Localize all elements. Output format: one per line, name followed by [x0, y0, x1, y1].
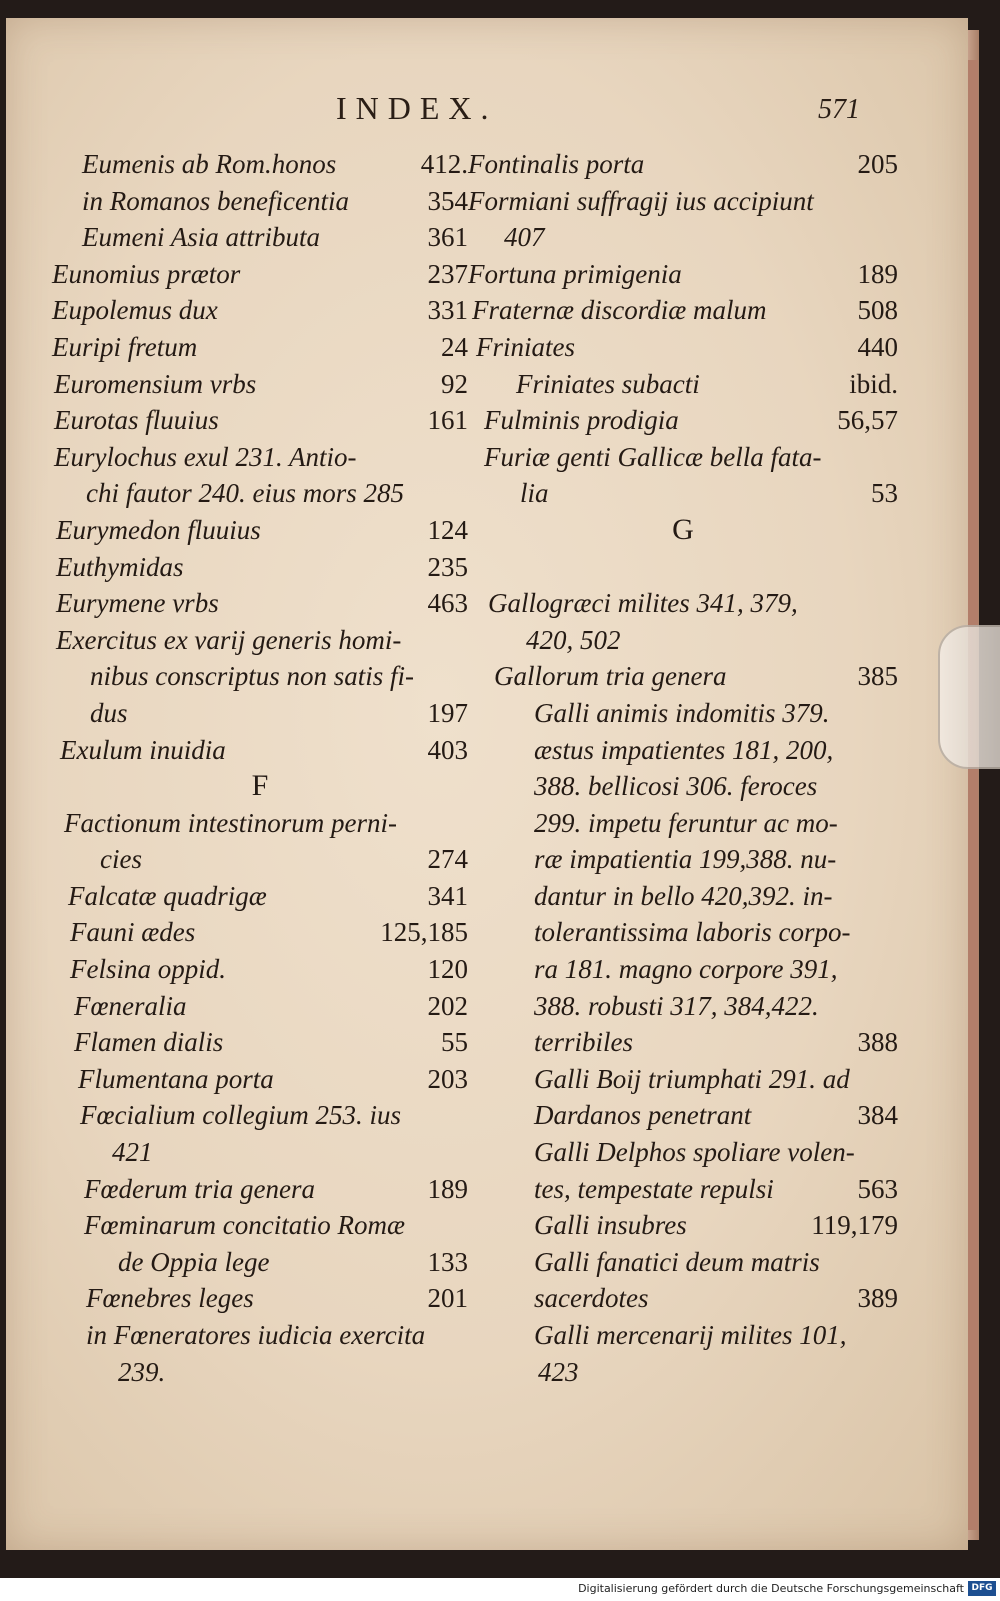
entry-text: Galli Delphos spoliare volen-: [534, 1137, 855, 1168]
entry-text: 421: [112, 1137, 153, 1168]
entry-text: Dardanos penetrant: [534, 1100, 752, 1131]
index-entry: [52, 475, 468, 512]
entry-page-ref: 133: [427, 1246, 468, 1277]
index-entry: [468, 219, 898, 256]
entry-text: Fœneralia: [74, 990, 187, 1021]
index-column-right: [468, 146, 898, 1390]
entry-text: Galli animis indomitis 379.: [534, 697, 830, 728]
index-entry: [468, 585, 898, 622]
entry-page-ref: 189: [427, 1173, 468, 1204]
entry-text: Friniates subacti: [516, 368, 700, 399]
index-entry: [468, 146, 898, 183]
entry-text: in Fœneratores iudicia exercita: [86, 1320, 426, 1350]
entry-text: Falcatæ quadrigæ: [68, 880, 267, 911]
entry-text: Gallogræci milites 341, 379,: [488, 588, 798, 619]
index-entry: [468, 841, 898, 878]
entry-text: tes, tempestate repulsi: [534, 1173, 774, 1204]
index-entry: [52, 1207, 468, 1244]
entry-text: terribiles: [534, 1027, 633, 1058]
section-letter: G: [672, 512, 694, 546]
entry-text: Eurymedon fluuius: [56, 514, 261, 545]
entry-text: 388. robusti 317, 384,422.: [534, 990, 819, 1021]
index-entry: [468, 1024, 898, 1061]
footer-bar: [0, 1578, 1000, 1601]
entry-text: ræ impatientia 199,388. nu-: [534, 844, 837, 875]
entry-page-ref: 389: [857, 1283, 898, 1314]
entry-text: Fontinalis porta: [468, 149, 645, 179]
funding-credit: Digitalisierung gefördert durch die Deutsche Forschungsgemeinschaft: [578, 1582, 964, 1595]
entry-page-ref: 361: [427, 222, 468, 253]
index-entry: [468, 1280, 898, 1317]
entry-text: Friniates: [476, 331, 575, 362]
dfg-logo: DFG: [968, 1581, 996, 1596]
section-letter: F: [251, 769, 269, 803]
entry-text: sacerdotes: [534, 1283, 649, 1314]
index-column-left: [52, 146, 468, 1390]
entry-text: Eumenis ab Rom.honos: [82, 149, 337, 179]
entry-page-ref: 119,179: [811, 1210, 898, 1241]
entry-page-ref: 202: [427, 990, 468, 1021]
index-entry: [52, 1244, 468, 1281]
entry-text: Eurylochus exul 231. Antio-: [54, 441, 357, 472]
entry-text: Euthymidas: [56, 551, 184, 582]
entry-page-ref: 56,57: [837, 405, 898, 436]
entry-text: Formiani suffragij ius accipiunt: [468, 185, 814, 216]
entry-text: æstus impatientes 181, 200,: [534, 734, 834, 765]
page-edge-strip: [968, 60, 978, 1530]
index-entry: [468, 475, 898, 512]
index-entry: [468, 366, 898, 403]
entry-text: Euromensium vrbs: [54, 368, 257, 399]
folio-number: 571: [818, 94, 860, 125]
entry-text: Eurotas fluuius: [54, 405, 219, 436]
entry-text: Fœnebres leges: [86, 1283, 254, 1314]
entry-text: Flumentana porta: [78, 1063, 274, 1094]
entry-text: Exulum inuidia: [60, 734, 226, 765]
entry-text: Fœcialium collegium 253. ius: [80, 1100, 401, 1131]
index-entry: [468, 988, 898, 1025]
index-entry: [468, 1244, 898, 1281]
index-entry: [52, 292, 468, 329]
index-entry: [52, 512, 468, 549]
entry-page-ref: 120: [427, 954, 468, 985]
index-entry: [52, 1171, 468, 1208]
index-entry: [468, 402, 898, 439]
index-entry: [52, 402, 468, 439]
index-entry: [52, 695, 468, 732]
index-entry: [468, 1354, 898, 1391]
entry-text: tolerantissima laboris corpo-: [534, 917, 851, 948]
index-entry: [468, 732, 898, 769]
index-entry: [52, 1134, 468, 1171]
entry-page-ref: 440: [857, 331, 898, 362]
index-entry: [468, 329, 898, 366]
index-entry: [52, 329, 468, 366]
entry-text: Fortuna primigenia: [468, 258, 682, 289]
entry-text: Fœminarum concitatio Romæ: [84, 1210, 405, 1241]
index-entry: [52, 1317, 468, 1354]
index-entry: [52, 732, 468, 769]
entry-text: 299. impetu feruntur ac mo-: [534, 807, 838, 838]
index-entry: [52, 549, 468, 586]
entry-text: Euripi fretum: [52, 331, 198, 362]
entry-page-ref: 201: [427, 1283, 468, 1314]
index-entry: [468, 292, 898, 329]
index-entry: [52, 988, 468, 1025]
entry-text: Eupolemus dux: [52, 295, 218, 326]
index-entry: [468, 549, 898, 586]
index-entry: [468, 768, 898, 805]
index-entry: [468, 1061, 898, 1098]
entry-text: nibus conscriptus non satis fi-: [90, 661, 415, 692]
index-entry: [468, 256, 898, 293]
entry-page-ref: 24: [441, 331, 468, 362]
entry-page-ref: 508: [857, 295, 898, 326]
index-entry: [52, 439, 468, 476]
index-entry: [468, 878, 898, 915]
entry-text: Fauni ædes: [70, 917, 196, 948]
entry-text: 388. bellicosi 306. feroces: [534, 771, 818, 802]
index-entry: [52, 219, 468, 256]
entry-page-ref: 412.: [420, 149, 468, 179]
entry-text: 423: [538, 1356, 579, 1387]
entry-text: dantur in bello 420,392. in-: [534, 880, 833, 911]
entry-text: Galli Boij triumphati 291. ad: [534, 1063, 850, 1094]
index-entry: [468, 1134, 898, 1171]
entry-page-ref: ibid.: [849, 368, 898, 399]
entry-page-ref: 205: [857, 149, 898, 179]
entry-text: 420, 502: [526, 624, 621, 655]
entry-text: Eunomius prætor: [52, 258, 241, 289]
index-entry: [52, 914, 468, 951]
entry-text: chi fautor 240. eius mors 285: [86, 478, 405, 509]
index-entry: [52, 658, 468, 695]
index-entry: [52, 622, 468, 659]
index-entry: [52, 146, 468, 183]
page-clip: [938, 625, 1000, 769]
entry-text: Galli fanatici deum matris: [534, 1246, 820, 1277]
entry-text: Galli mercenarij milites 101,: [534, 1320, 847, 1350]
entry-page-ref: 385: [857, 661, 898, 692]
entry-text: Eumeni Asia attributa: [82, 222, 321, 253]
entry-text: lia: [520, 478, 549, 509]
entry-page-ref: 203: [427, 1063, 468, 1094]
entry-page-ref: 124: [427, 514, 468, 545]
entry-text: 407: [504, 222, 545, 253]
entry-page-ref: 388: [857, 1027, 898, 1058]
running-head: INDEX.: [336, 90, 498, 126]
entry-text: Galli insubres: [534, 1210, 687, 1241]
index-entry: [52, 1354, 468, 1391]
index-entry: [468, 1207, 898, 1244]
page-header: [6, 90, 968, 140]
entry-page-ref: 563: [857, 1173, 898, 1204]
entry-page-ref: 125,185: [380, 917, 468, 948]
entry-page-ref: 403: [427, 734, 468, 765]
entry-page-ref: 92: [441, 368, 468, 399]
entry-page-ref: 197: [427, 697, 468, 728]
index-entry: [468, 622, 898, 659]
entry-page-ref: 384: [857, 1100, 898, 1131]
entry-text: 239.: [118, 1356, 166, 1387]
index-entry: [52, 805, 468, 842]
entry-text: Eurymene vrbs: [56, 588, 219, 619]
entry-text: ra 181. magno corpore 391,: [534, 954, 838, 985]
entry-page-ref: 55: [441, 1027, 468, 1058]
entry-page-ref: 53: [871, 478, 898, 509]
entry-text: Furiæ genti Gallicæ bella fata-: [484, 441, 822, 472]
index-entry: [52, 1280, 468, 1317]
entry-page-ref: 237: [427, 258, 468, 289]
index-entry: [52, 878, 468, 915]
entry-page-ref: 274: [427, 844, 468, 875]
entry-page-ref: 341: [427, 880, 468, 911]
entry-page-ref: 331: [427, 295, 468, 326]
entry-text: Fœderum tria genera: [84, 1173, 315, 1204]
index-entry: [52, 1024, 468, 1061]
index-entry: [468, 439, 898, 476]
book-page: [6, 18, 968, 1550]
index-entry: [52, 366, 468, 403]
entry-page-ref: 235: [427, 551, 468, 582]
entry-text: Fraternæ discordiæ malum: [472, 295, 767, 326]
entry-page-ref: 161: [427, 405, 468, 436]
index-entry: [52, 256, 468, 293]
index-entry: [468, 805, 898, 842]
entry-text: Exercitus ex varij generis homi-: [56, 624, 402, 655]
index-entry: [468, 183, 898, 220]
index-entry: [468, 695, 898, 732]
index-entry: [52, 951, 468, 988]
index-entry: [52, 183, 468, 220]
index-entry: [468, 1097, 898, 1134]
entry-text: dus: [90, 697, 128, 728]
entry-text: Flamen dialis: [74, 1027, 224, 1058]
entry-page-ref: 354: [427, 185, 468, 216]
index-entry: [52, 1061, 468, 1098]
index-entry: [52, 1097, 468, 1134]
index-entry: [468, 658, 898, 695]
index-entry: [468, 1171, 898, 1208]
index-entry: [52, 841, 468, 878]
entry-text: Factionum intestinorum perni-: [64, 807, 397, 838]
index-entry: [468, 1317, 898, 1354]
index-entry: [52, 585, 468, 622]
entry-page-ref: 463: [427, 588, 468, 619]
index-entry: [468, 951, 898, 988]
entry-text: Felsina oppid.: [70, 954, 226, 985]
entry-text: cies: [100, 844, 142, 875]
entry-text: Gallorum tria genera: [494, 661, 727, 692]
index-entry: [468, 914, 898, 951]
entry-text: in Romanos beneficentia: [82, 185, 349, 216]
entry-text: Fulminis prodigia: [484, 405, 679, 436]
entry-page-ref: 189: [857, 258, 898, 289]
entry-text: de Oppia lege: [118, 1246, 270, 1277]
